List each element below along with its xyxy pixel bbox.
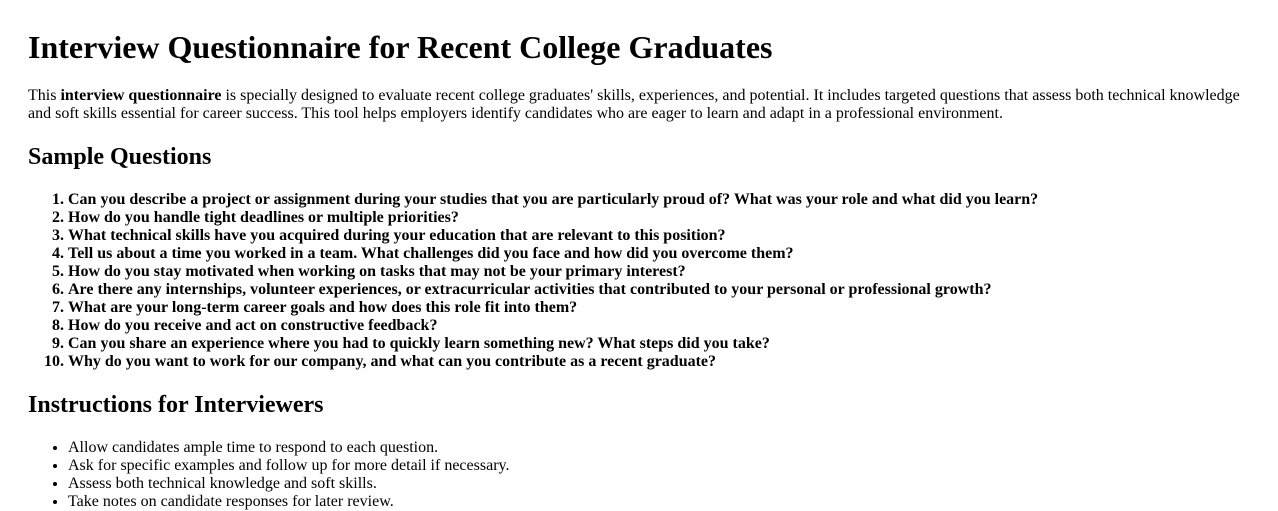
intro-bold-term: interview questionnaire [60, 87, 222, 104]
instruction-item: • Take notes on candidate responses for later review. [68, 493, 1250, 511]
question-item: 10. Why do you want to work for our company, and what can you contribute as a recent graduate? [68, 353, 1250, 371]
question-item: 1. Can you describe a project or assignment during your studies that you are particularly proud of? What was your role and what did you learn? [68, 191, 1250, 209]
instruction-item: • Assess both technical knowledge and soft skills. [68, 475, 1250, 493]
question-item: 7. What are your long-term career goals and how does this role fit into them? [68, 299, 1250, 317]
question-item: 3. What technical skills have you acquired during your education that are relevant to this position? [68, 227, 1250, 245]
question-item: 8. How do you receive and act on constructive feedback? [68, 317, 1250, 335]
sample-questions-list [28, 191, 1250, 371]
intro-text-rest: is specially designed to evaluate recent college graduates' skills, experiences, and potential. It includes targeted questions that assess both technical knowledge and soft skills essential for career success. This tool helps employers identify candidates who are eager to learn and adapt in a professional environment. [28, 87, 1240, 122]
instructions-list [28, 439, 1250, 511]
question-item: 4. Tell us about a time you worked in a team. What challenges did you face and how did you overcome them? [68, 245, 1250, 263]
instruction-item: • Ask for specific examples and follow up for more detail if necessary. [68, 457, 1250, 475]
intro-text-start: This [28, 87, 61, 104]
question-item: 6. Are there any internships, volunteer experiences, or extracurricular activities that contributed to your personal or professional growth? [68, 281, 1250, 299]
instructions-heading: Instructions for Interviewers [28, 392, 324, 418]
question-item: 5. How do you stay motivated when working on tasks that may not be your primary interest? [68, 263, 1250, 281]
question-item: 2. How do you handle tight deadlines or multiple priorities? [68, 209, 1250, 227]
intro-paragraph [28, 87, 1250, 123]
sample-questions-heading: Sample Questions [28, 144, 212, 170]
instruction-item: • Allow candidates ample time to respond to each question. [68, 439, 1250, 457]
page-title: Interview Questionnaire for Recent College Graduates [28, 29, 773, 65]
question-item: 9. Can you share an experience where you had to quickly learn something new? What steps did you take? [68, 335, 1250, 353]
